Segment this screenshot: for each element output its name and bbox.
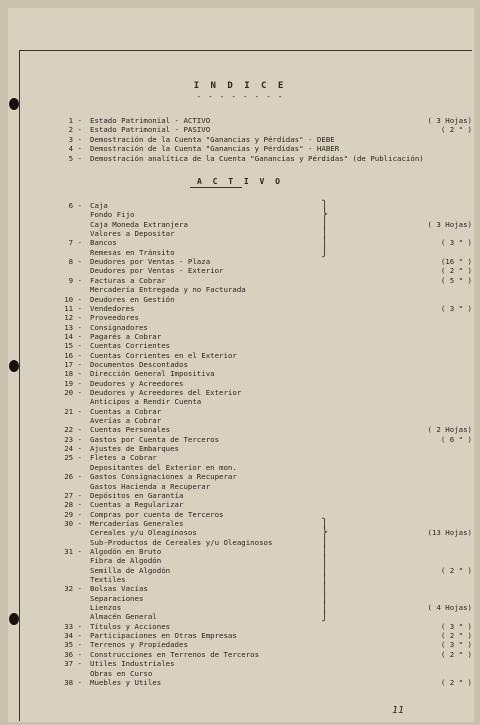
entry-text: Ajustes de Embarques bbox=[90, 444, 179, 454]
entry-text: Vendedores bbox=[90, 303, 135, 313]
entry-text: Mercadería Entregada y no Facturada bbox=[90, 285, 246, 295]
entry-text: Muebles y Utiles bbox=[90, 677, 162, 687]
brace-mark: ⎬ bbox=[322, 528, 328, 539]
section-underline bbox=[190, 187, 242, 188]
entry-number: 5 - bbox=[68, 153, 82, 163]
entry-text: Deudores en Gestión bbox=[90, 294, 175, 304]
entry-text: Construcciones en Terrenos de Terceros bbox=[90, 649, 260, 659]
entry-number: 9 - bbox=[68, 275, 82, 285]
entry-number: 13 - bbox=[64, 322, 82, 332]
entry-number: 15 - bbox=[64, 341, 82, 351]
entry-number: 21 - bbox=[64, 406, 82, 416]
entry-number: 16 - bbox=[64, 350, 82, 360]
brace-mark: ⎪ bbox=[322, 593, 328, 604]
entry-text: Participaciones en Otras Empresas bbox=[90, 631, 237, 641]
entry-text: Documentos Descontados bbox=[90, 359, 188, 369]
list-item bbox=[0, 154, 480, 164]
entry-text: Fletes a Cobrar bbox=[90, 453, 157, 463]
entry-text: Consignadores bbox=[90, 322, 148, 332]
entry-text: Obras en Curso bbox=[90, 668, 153, 678]
entry-number: 25 - bbox=[64, 453, 82, 463]
entry-text: Estado Patrimonial - PASIVO bbox=[90, 125, 211, 135]
sheet-count: ( 3 " ) bbox=[440, 303, 472, 313]
brace-mark: ⎪ bbox=[322, 219, 328, 230]
brace-mark: ⎪ bbox=[322, 584, 328, 595]
sheet-count: ( 2 " ) bbox=[440, 125, 472, 135]
entry-text: Caja Moneda Extranjera bbox=[90, 219, 188, 229]
entry-number: 31 - bbox=[64, 546, 82, 556]
entry-number: 19 - bbox=[64, 378, 82, 388]
sheet-count: (13 Hojas) bbox=[427, 528, 472, 538]
entry-text: Bolsas Vacías bbox=[90, 584, 148, 594]
section-title: A C T I V O bbox=[197, 177, 283, 186]
sheet-count: ( 3 " ) bbox=[440, 640, 472, 650]
brace-mark: ⎭ bbox=[322, 247, 328, 258]
list-item bbox=[0, 678, 480, 688]
entry-text: Facturas a Cobrar bbox=[90, 275, 166, 285]
sheet-count: ( 4 Hojas) bbox=[427, 603, 472, 613]
title-underline: - - - - - - - - bbox=[196, 92, 284, 101]
entry-number: 27 - bbox=[64, 490, 82, 500]
entry-number: 7 - bbox=[68, 238, 82, 248]
entry-number: 10 - bbox=[64, 294, 82, 304]
sheet-count: ( 3 Hojas) bbox=[427, 219, 472, 229]
entry-text: Gastos Consignaciones a Recuperar bbox=[90, 472, 237, 482]
entry-text: Terrenos y Propiedades bbox=[90, 640, 188, 650]
entry-number: 11 - bbox=[64, 303, 82, 313]
entry-text: Sub-Productos de Cereales y/u Oleaginosos bbox=[90, 537, 273, 547]
entry-text: Fondo Fijo bbox=[90, 210, 135, 220]
brace-mark: ⎪ bbox=[322, 229, 328, 240]
entry-text: Cereales y/u Oleaginosos bbox=[90, 528, 197, 538]
entry-text: Bancos bbox=[90, 238, 117, 248]
entry-text: Gastos Hacienda a Recuperar bbox=[90, 481, 211, 491]
entry-text: Mercaderías Generales bbox=[90, 518, 184, 528]
entry-text: Deudores y Acreedores bbox=[90, 378, 184, 388]
entry-text: Valores a Depositar bbox=[90, 229, 175, 239]
entry-number: 37 - bbox=[64, 659, 82, 669]
page-number: 11 bbox=[392, 705, 405, 716]
entry-number: 35 - bbox=[64, 640, 82, 650]
entry-number: 23 - bbox=[64, 434, 82, 444]
sheet-count: ( 2 " ) bbox=[440, 677, 472, 687]
entry-text: Cuentas Corrientes bbox=[90, 341, 171, 351]
sheet-count: ( 5 " ) bbox=[440, 275, 472, 285]
brace-mark: ⎬ bbox=[322, 210, 328, 221]
entry-number: 36 - bbox=[64, 649, 82, 659]
sheet-count: ( 2 Hojas) bbox=[427, 425, 472, 435]
brace-mark: ⎪ bbox=[322, 546, 328, 557]
entry-text: Proveedores bbox=[90, 313, 139, 323]
entry-number: 30 - bbox=[64, 518, 82, 528]
entry-number: 24 - bbox=[64, 444, 82, 454]
entry-text: Deudores por Ventas - Exterior bbox=[90, 266, 224, 276]
sheet-count: ( 2 " ) bbox=[440, 565, 472, 575]
entry-text: Lienzos bbox=[90, 603, 122, 613]
entry-number: 34 - bbox=[64, 631, 82, 641]
entry-number: 3 - bbox=[68, 134, 82, 144]
entry-text: Demostración de la Cuenta "Ganancias y Pérdidas" - HABER bbox=[90, 144, 340, 154]
brace-mark: ⎪ bbox=[322, 603, 328, 614]
entry-text: Averías a Cobrar bbox=[90, 416, 162, 426]
entry-text: Títulos y Acciones bbox=[90, 621, 171, 631]
page-title: I N D I C E bbox=[193, 81, 287, 91]
brace-mark: ⎭ bbox=[322, 612, 328, 623]
entry-text: Pagarés a Cobrar bbox=[90, 331, 162, 341]
entry-text: Depósitos en Garantía bbox=[90, 490, 184, 500]
brace-mark: ⎫ bbox=[322, 518, 328, 529]
entry-number: 28 - bbox=[64, 500, 82, 510]
brace-mark: ⎪ bbox=[322, 565, 328, 576]
entry-text: Almacén General bbox=[90, 612, 157, 622]
entry-number: 38 - bbox=[64, 677, 82, 687]
entry-text: Separaciones bbox=[90, 593, 144, 603]
entry-number: 4 - bbox=[68, 144, 82, 154]
entry-text: Cuentas Personales bbox=[90, 425, 171, 435]
sheet-count: ( 2 " ) bbox=[440, 649, 472, 659]
sheet-count: (16 " ) bbox=[440, 257, 472, 267]
entry-text: Cuentas Corrientes en el Exterior bbox=[90, 350, 237, 360]
entry-number: 20 - bbox=[64, 388, 82, 397]
sheet-count: ( 2 " ) bbox=[440, 631, 472, 641]
entry-text: Demostración analítica de la Cuenta "Ganancias y Pérdidas" (de Publicación) bbox=[90, 153, 424, 163]
entry-number: 32 - bbox=[64, 584, 82, 594]
entry-number: 14 - bbox=[64, 331, 82, 341]
entry-text: Textiles bbox=[90, 575, 126, 584]
entry-number: 18 - bbox=[64, 369, 82, 379]
sheet-count: ( 3 " ) bbox=[440, 621, 472, 631]
entry-text: Cuentas a Regularizar bbox=[90, 500, 184, 510]
entry-number: 33 - bbox=[64, 621, 82, 631]
sheet-count: ( 6 " ) bbox=[440, 434, 472, 444]
entry-number: 8 - bbox=[68, 257, 82, 267]
entry-text: Utiles Industriales bbox=[90, 659, 175, 669]
entry-number: 6 - bbox=[68, 201, 82, 210]
entry-text: Algodón en Bruto bbox=[90, 546, 162, 556]
entry-text: Remesas en Tránsito bbox=[90, 247, 175, 257]
entry-text: Fibra de Algodón bbox=[90, 556, 162, 566]
entry-number: 1 - bbox=[68, 116, 82, 125]
entry-number: 26 - bbox=[64, 472, 82, 482]
entry-text: Dirección General Impositiva bbox=[90, 369, 215, 379]
entry-text: Anticipos a Rendir Cuenta bbox=[90, 397, 202, 407]
sheet-count: ( 3 Hojas) bbox=[427, 116, 472, 125]
brace-mark: ⎪ bbox=[322, 238, 328, 249]
entry-text: Gastos por Cuenta de Terceros bbox=[90, 434, 220, 444]
entry-number: 17 - bbox=[64, 359, 82, 369]
entry-number: 22 - bbox=[64, 425, 82, 435]
brace-mark: ⎪ bbox=[322, 537, 328, 548]
entry-text: Cuentas a Cobrar bbox=[90, 406, 162, 416]
entry-text: Demostración de la Cuenta "Ganancias y Pérdidas" - DEBE bbox=[90, 134, 335, 144]
entry-text: Caja bbox=[90, 201, 108, 210]
entry-number: 2 - bbox=[68, 125, 82, 135]
entry-text: Deudores y Acreedores del Exterior bbox=[90, 388, 242, 397]
brace-mark: ⎫ bbox=[322, 201, 328, 211]
entry-text: Depositantes del Exterior en mon. bbox=[90, 462, 237, 472]
brace-mark: ⎪ bbox=[322, 556, 328, 567]
entry-text: Semilla de Algodón bbox=[90, 565, 171, 575]
entry-text: Estado Patrimonial - ACTIVO bbox=[90, 116, 211, 125]
entry-text: Compras por cuenta de Terceros bbox=[90, 509, 224, 519]
entry-text: Deudores por Ventas - Plaza bbox=[90, 257, 211, 267]
entry-number: 12 - bbox=[64, 313, 82, 323]
sheet-count: ( 2 " ) bbox=[440, 266, 472, 276]
entry-number: 29 - bbox=[64, 509, 82, 519]
brace-mark: ⎪ bbox=[322, 575, 328, 585]
sheet-count: ( 3 " ) bbox=[440, 238, 472, 248]
